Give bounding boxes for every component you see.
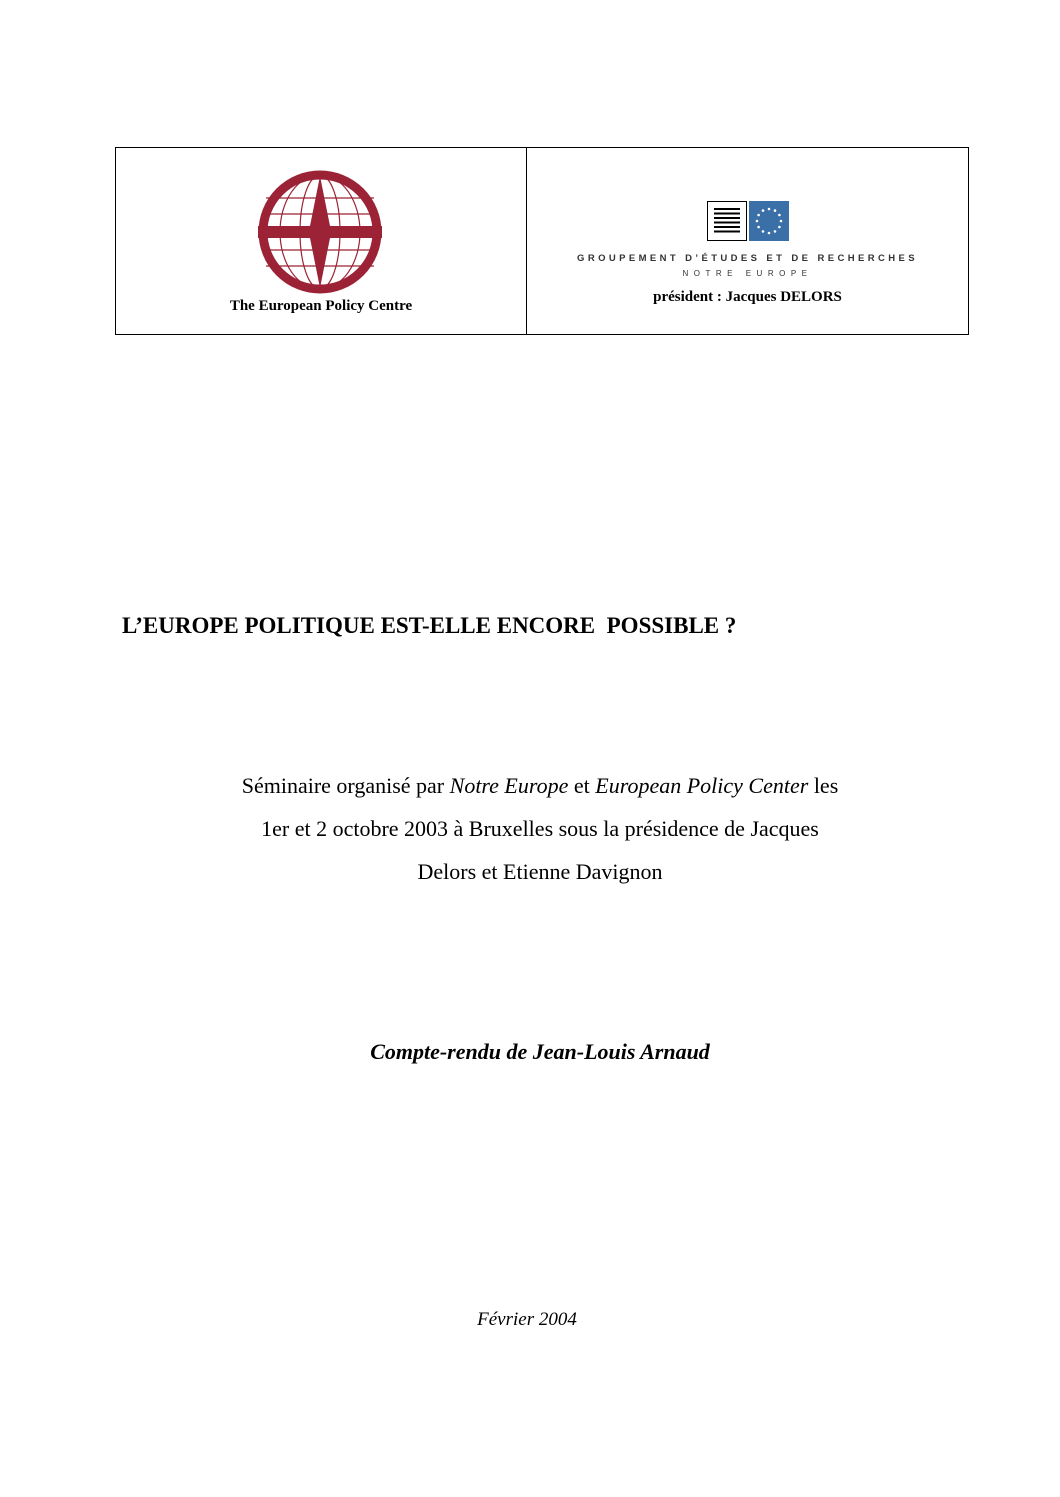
ne-president: président : Jacques DELORS [653, 289, 842, 305]
subtitle-epc: European Policy Center [595, 773, 809, 798]
notre-europe-cell [527, 148, 968, 334]
epc-globe-logo-icon [256, 168, 384, 296]
subtitle-notre-europe: Notre Europe [449, 773, 569, 798]
publication-date: Février 2004 [477, 1309, 577, 1330]
notre-europe-logo-icon [707, 201, 789, 241]
ne-groupement-text: GROUPEMENT D’ÉTUDES ET DE RECHERCHES [577, 253, 918, 264]
epc-name: The European Policy Centre [229, 298, 413, 314]
subtitle-part2: et [568, 773, 596, 798]
header-box [115, 147, 969, 335]
epc-cell [116, 148, 527, 334]
subtitle-part1: Séminaire organisé par [241, 773, 450, 798]
document-title: L’EUROPE POLITIQUE EST-ELLE ENCORE POSSIBLE ? [122, 613, 737, 638]
seminar-description [230, 764, 850, 893]
subtitle-part3: les 1er et 2 octobre 2003 à Bruxelles sous la présidence de Jacques Delors et Etienne Davignon [261, 773, 839, 884]
ne-notre-europe-text: NOTRE EUROPE [682, 269, 813, 278]
author-line: Compte-rendu de Jean-Louis Arnaud [370, 1039, 710, 1064]
